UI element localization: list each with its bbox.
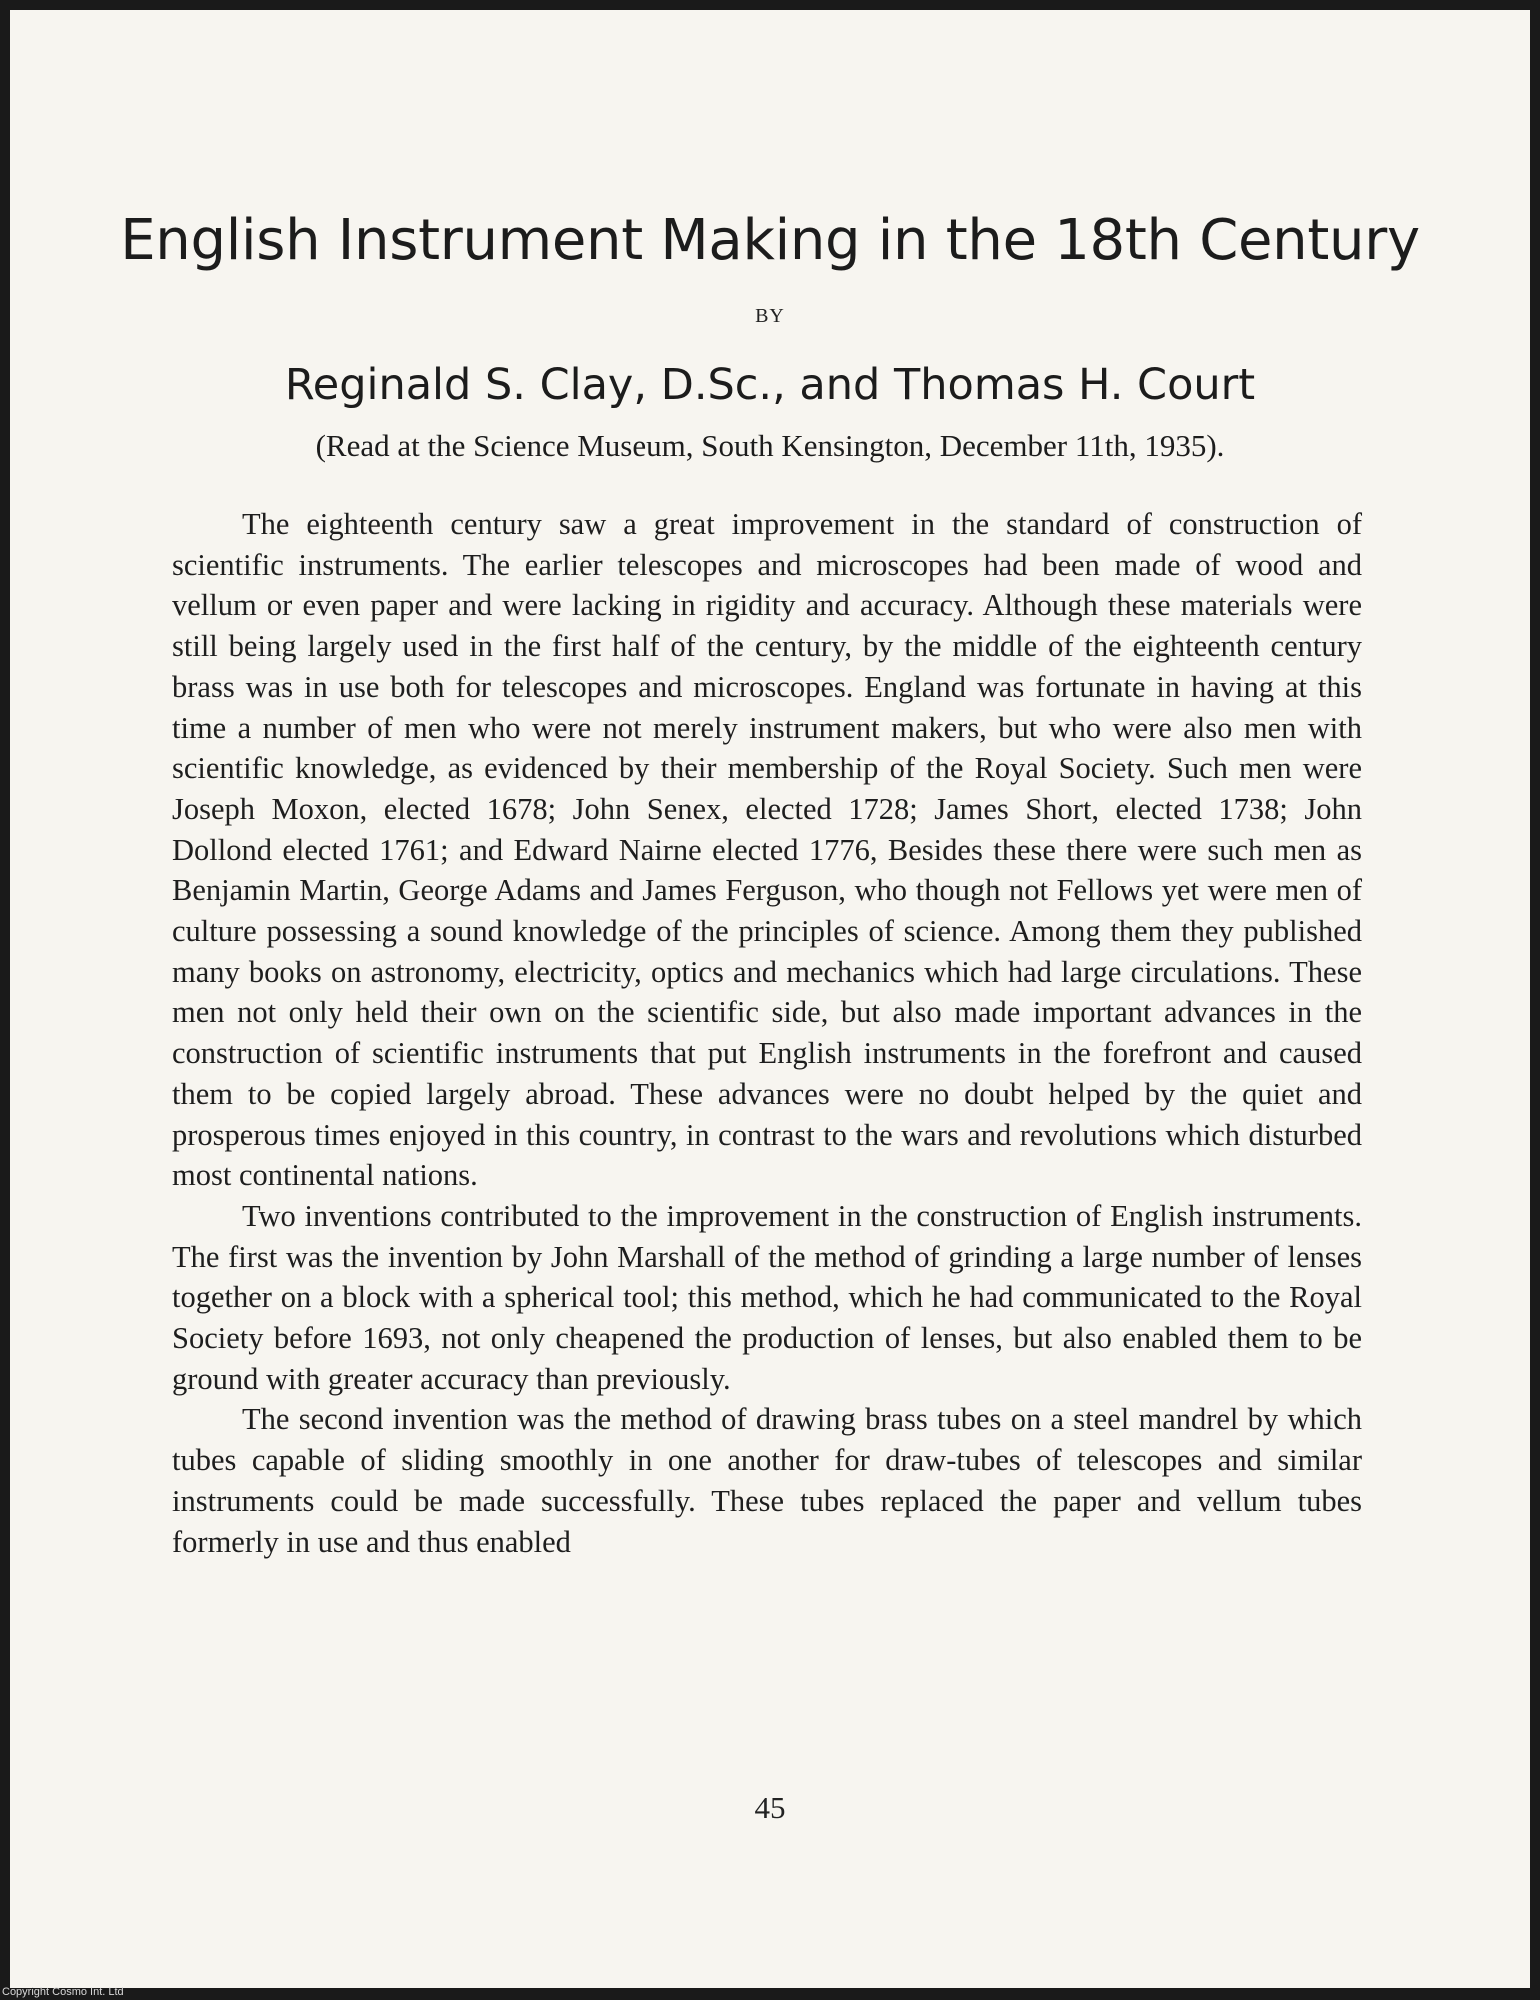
page-number: 45 [754, 1790, 786, 1825]
document-page [10, 10, 1530, 1988]
article-body [172, 504, 1362, 1562]
read-note: (Read at the Science Museum, South Kensington, December 11th, 1935). [315, 428, 1225, 463]
article-title: English Instrument Making in the 18th Century [120, 208, 1420, 273]
paragraph-1: The eighteenth century saw a great improvement in the standard of construction of scientific instruments. The earlier telescopes and microscopes had been made of wood and vellum or even paper and were lacking in rigidity and accuracy. Although these materials were still being largely used in the first half of the century, by the middle of the eighteenth century brass was in use both for telescopes and microscopes. England was fortunate in having at this time a number of men who were not merely instrument makers, but who were also men with scientific knowledge, as evidenced by their membership of the Royal Society. Such men were Joseph Moxon, elected 1678; John Senex, elected 1728; James Short, elected 1738; John Dollond elected 1761; and Edward Nairne elected 1776, Besides these there were such men as Benjamin Martin, George Adams and James Ferguson, who though not Fellows yet were men of culture possessing a sound knowledge of the principles of science. Among them they published many books on astronomy, electricity, optics and mechanics which had large circulations. These men not only held their own on the scientific side, but also made important advances in the construction of scientific instruments that put English instruments in the forefront and caused them to be copied largely abroad. These advances were no doubt helped by the quiet and prosperous times enjoyed in this country, in contrast to the wars and revolutions which disturbed most continental nations. [172, 507, 1362, 1193]
byline: BY [755, 305, 785, 327]
authors: Reginald S. Clay, D.Sc., and Thomas H. Court [284, 360, 1256, 410]
paragraph-2: Two inventions contributed to the improvement in the construction of English instruments. The first was the invention by John Marshall of the method of grinding a large number of lenses together on a block with a spherical tool; this method, which he had communicated to the Royal Society before 1693, not only cheapened the production of lenses, but also enabled them to be ground with greater accuracy than previously. [172, 1198, 1362, 1396]
paragraph-3: The second invention was the method of drawing brass tubes on a steel mandrel by which tubes capable of sliding smoothly in one another for draw-tubes of telescopes and similar instruments could be made successfully. These tubes replaced the paper and vellum tubes formerly in use and thus enabled [172, 1402, 1362, 1559]
copyright-notice: Copyright Cosmo Int. Ltd [2, 1986, 124, 1998]
